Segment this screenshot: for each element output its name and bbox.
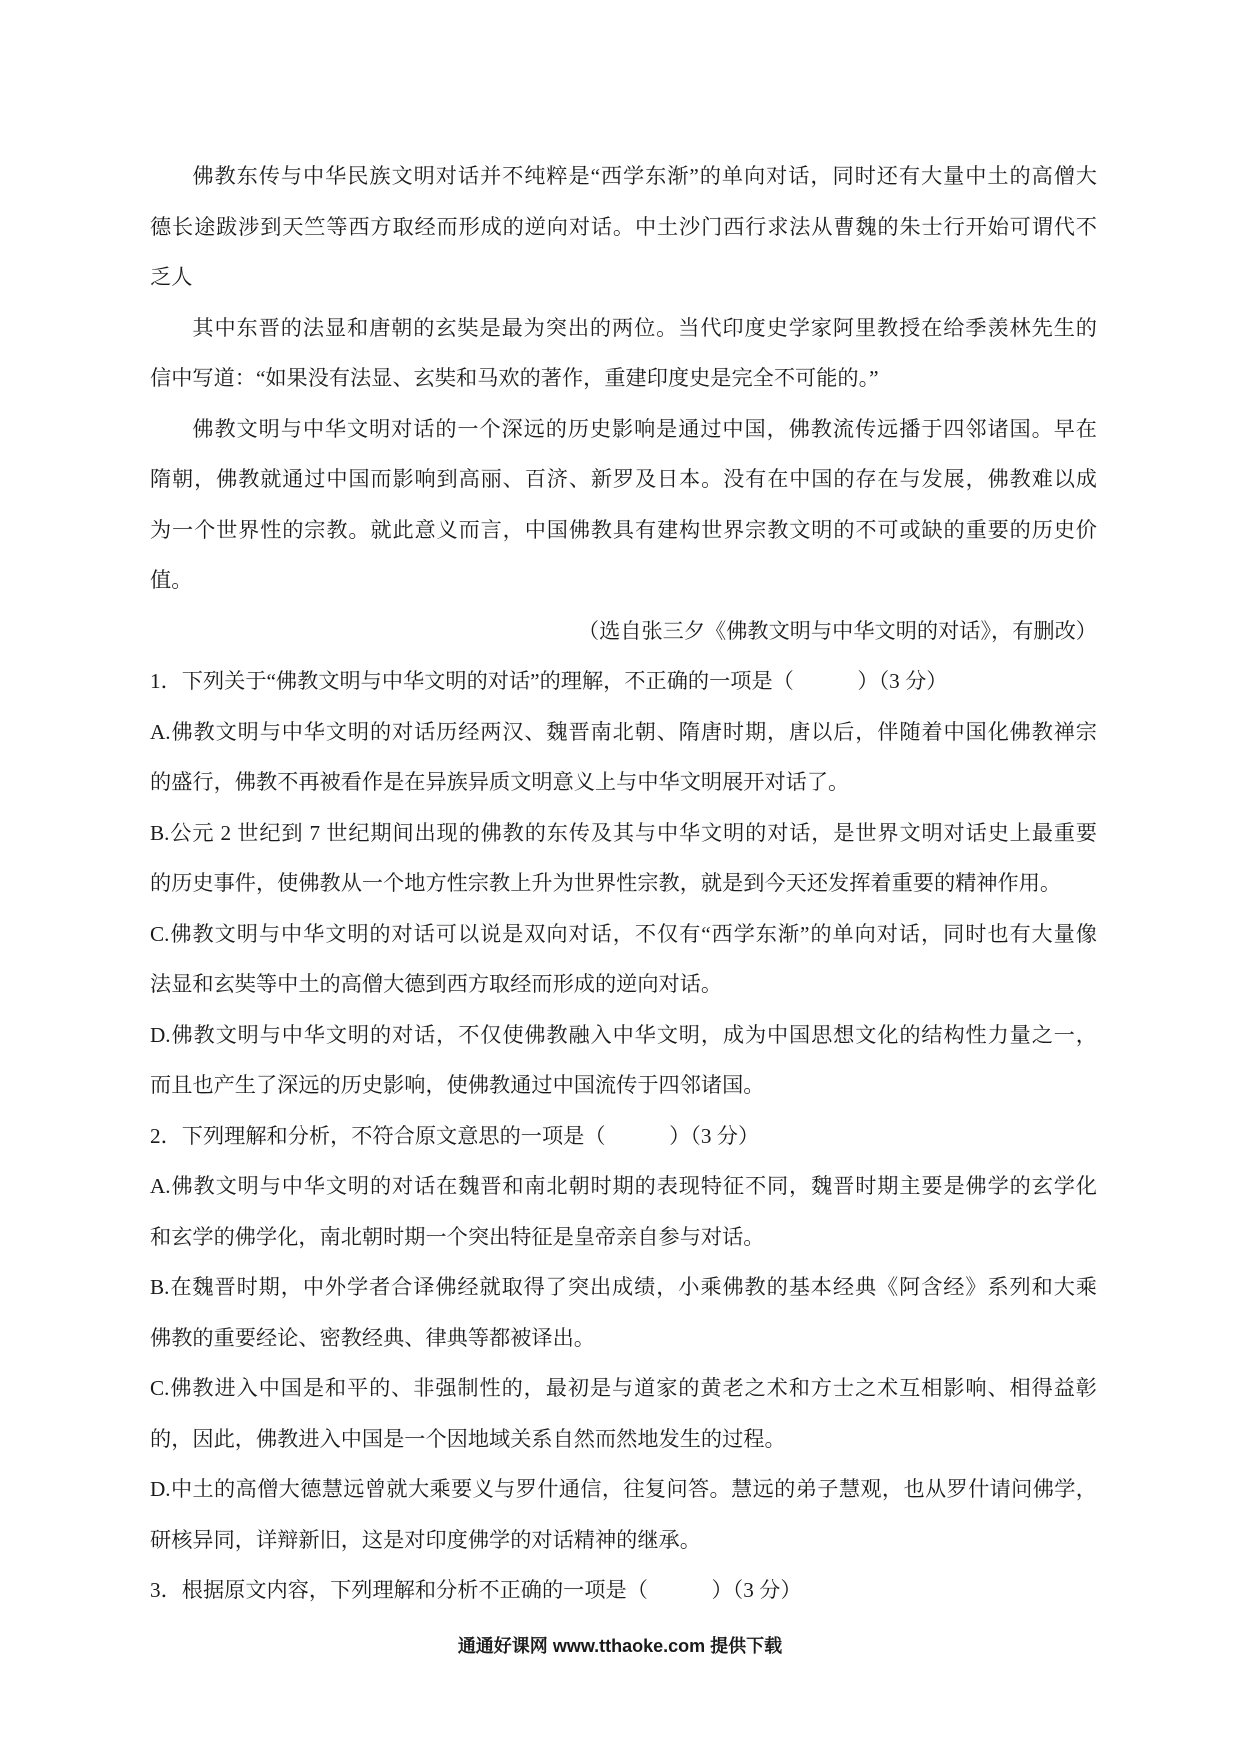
option-d — [150, 1010, 1097, 1111]
question-stem: 3．根据原文内容，下列理解和分析不正确的一项是（ ）（3 分） — [150, 1578, 802, 1602]
passage-paragraph — [150, 404, 1097, 606]
option-a — [150, 1161, 1097, 1262]
option-b — [150, 808, 1097, 909]
option-a — [150, 707, 1097, 808]
option-line: C.佛教文明与中华文明的对话可以说是双向对话，不仅有“西学东渐”的单向对话，同时也有大量像 — [150, 921, 1097, 946]
option-line: 和玄学的佛学化，南北朝时期一个突出特征是皇帝亲自参与对话。 — [150, 1224, 765, 1249]
question-3 — [150, 1565, 1097, 1616]
option-line: 的，因此，佛教进入中国是一个因地域关系自然而然地发生的过程。 — [150, 1426, 786, 1451]
option-line: 而且也产生了深远的历史影响，使佛教通过中国流传于四邻诸国。 — [150, 1073, 765, 1097]
question-2 — [150, 1111, 1097, 1566]
question-stem: 1．下列关于“佛教文明与中华文明的对话”的理解，不正确的一项是（ ）（3 分） — [150, 669, 948, 693]
option-c — [150, 1363, 1097, 1464]
option-line: B.公元 2 世纪到 7 世纪期间出现的佛教的东传及其与中华文明的对话，是世界文明对话史上最重要 — [150, 820, 1097, 845]
option-line: 的历史事件，使佛教从一个地方性宗教上升为世界性宗教，就是到今天还发挥着重要的精神作用。 — [150, 871, 1062, 895]
option-line: 法显和玄奘等中土的高僧大德到西方取经而形成的逆向对话。 — [150, 972, 723, 996]
paragraph-line: 德长途跋涉到天竺等西方取经而形成的逆向对话。中土沙门西行求法从曹魏的朱士行开始可谓代不 — [150, 214, 1097, 239]
paragraph-line: 为一个世界性的宗教。就此意义而言，中国佛教具有建构世界宗教文明的不可或缺的重要的历史价 — [150, 517, 1097, 542]
option-line: A.佛教文明与中华文明的对话历经两汉、魏晋南北朝、隋唐时期，唐以后，伴随着中国化佛教禅宗 — [150, 719, 1097, 744]
paragraph-line: 信中写道：“如果没有法显、玄奘和马欢的著作，重建印度史是完全不可能的。” — [150, 366, 879, 390]
paragraph-line: 佛教东传与中华民族文明对话并不纯粹是“西学东渐”的单向对话，同时还有大量中土的高僧大 — [192, 164, 1097, 188]
paragraph-line: 佛教文明与中华文明对话的一个深远的历史影响是通过中国，佛教流传远播于四邻诸国。早在 — [192, 416, 1097, 441]
question-stem: 2．下列理解和分析，不符合原文意思的一项是（ ）（3 分） — [150, 1123, 760, 1148]
reading-passage — [150, 151, 1097, 656]
option-c — [150, 909, 1097, 1010]
paragraph-line: 乏人 — [150, 265, 193, 289]
option-line: C.佛教进入中国是和平的、非强制性的，最初是与道家的黄老之术和方士之术互相影响、相得益彰 — [150, 1376, 1097, 1400]
option-line: 研核异同，详辩新旧，这是对印度佛学的对话精神的继承。 — [150, 1527, 701, 1552]
page-content — [150, 151, 1097, 1616]
paragraph-line: 隋朝，佛教就通过中国而影响到高丽、百济、新罗及日本。没有在中国的存在与发展，佛教难以成 — [150, 467, 1097, 491]
source-citation: （选自张三夕《佛教文明与中华文明的对话》，有删改） — [577, 618, 1097, 643]
option-line: 的盛行，佛教不再被看作是在异族异质文明意义上与中华文明展开对话了。 — [150, 770, 850, 794]
paragraph-line: 值。 — [150, 568, 193, 592]
question-1 — [150, 656, 1097, 1111]
option-d — [150, 1464, 1097, 1565]
paragraph-line: 其中东晋的法显和唐朝的玄奘是最为突出的两位。当代印度史学家阿里教授在给季羡林先生的 — [192, 315, 1097, 340]
footer-download-note: 通通好课网 www.tthaoke.com 提供下载 — [457, 1636, 783, 1656]
passage-paragraph — [150, 151, 1097, 303]
option-b — [150, 1262, 1097, 1363]
option-line: 佛教的重要经论、密教经典、律典等都被译出。 — [150, 1325, 595, 1350]
option-line: D.佛教文明与中华文明的对话，不仅使佛教融入中华文明，成为中国思想文化的结构性力量之一， — [150, 1022, 1097, 1047]
option-line: B.在魏晋时期，中外学者合译佛经就取得了突出成绩，小乘佛教的基本经典《阿含经》系列和大乘 — [150, 1275, 1097, 1299]
option-line: A.佛教文明与中华文明的对话在魏晋和南北朝时期的表现特征不同，魏晋时期主要是佛学的玄学化 — [150, 1174, 1097, 1198]
passage-paragraph — [150, 303, 1097, 404]
option-line: D.中土的高僧大德慧远曾就大乘要义与罗什通信，往复问答。慧远的弟子慧观，也从罗什请问佛学， — [150, 1477, 1097, 1501]
